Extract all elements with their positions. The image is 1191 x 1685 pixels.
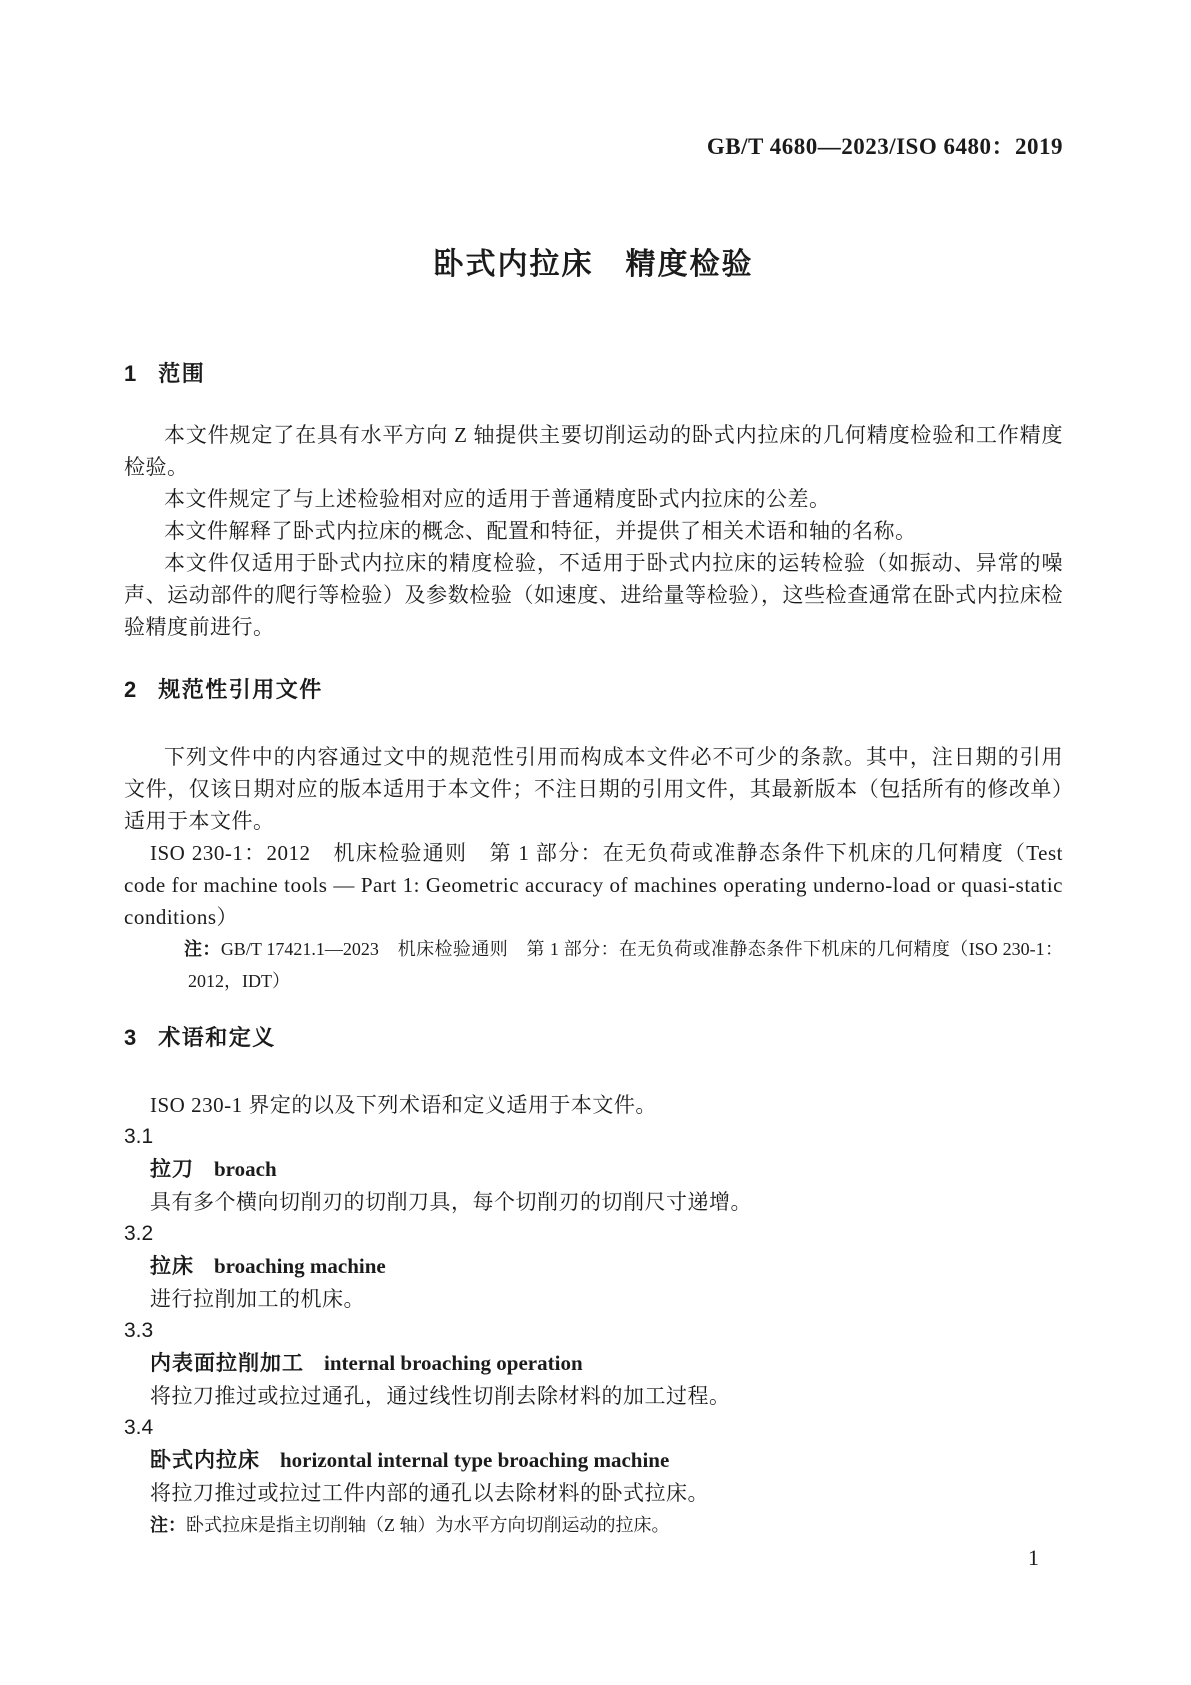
term-entry-3-2 xyxy=(124,1218,1063,1315)
scope-paragraph-4: 本文件仅适用于卧式内拉床的精度检验，不适用于卧式内拉床的运转检验（如振动、异常的噪声、运动部件的爬行等检验）及参数检验（如速度、进给量等检验），这些检查通常在卧式内拉床检验精度前进行。 xyxy=(124,551,1063,639)
references-note xyxy=(164,933,1063,997)
references-intro: 下列文件中的内容通过文中的规范性引用而构成本文件必不可少的条款。其中，注日期的引用文件，仅该日期对应的版本适用于本文件；不注日期的引用文件，其最新版本（包括所有的修改单）适用于本文件。 xyxy=(124,745,1063,833)
reference-entry: ISO 230-1：2012 机床检验通则 第 1 部分：在无负荷或准静态条件下机床的几何精度（Test code for machine tools — Part 1: Geometric accuracy of machines operating underno-load or quasi-static conditions） xyxy=(124,841,1063,929)
term-en: broaching machine xyxy=(214,1254,386,1278)
section-2-heading xyxy=(124,675,1063,705)
term-line xyxy=(124,1444,1063,1477)
term-line xyxy=(124,1153,1063,1186)
term-en: internal broaching operation xyxy=(324,1351,583,1375)
section-2-number: 2 xyxy=(124,677,137,702)
term-entry-3-1 xyxy=(124,1121,1063,1218)
term-number: 3.3 xyxy=(124,1319,154,1342)
section-3-title: 术语和定义 xyxy=(158,1025,276,1050)
term-en: broach xyxy=(214,1157,277,1181)
document-title: 卧式内拉床 精度检验 xyxy=(433,248,754,281)
term-definition: 进行拉削加工的机床。 xyxy=(150,1287,365,1311)
section-2-title: 规范性引用文件 xyxy=(158,677,323,702)
section-1-title: 范围 xyxy=(158,361,206,386)
scope-paragraph-3: 本文件解释了卧式内拉床的概念、配置和特征，并提供了相关术语和轴的名称。 xyxy=(164,519,917,543)
term-definition: 将拉刀推过或拉过通孔，通过线性切削去除材料的加工过程。 xyxy=(150,1384,731,1408)
page-number: 1 xyxy=(1028,1545,1039,1570)
terms-intro: ISO 230-1 界定的以及下列术语和定义适用于本文件。 xyxy=(150,1093,657,1117)
term-entry-3-3 xyxy=(124,1315,1063,1412)
section-1-heading xyxy=(124,359,1063,389)
term-zh: 拉刀 xyxy=(150,1158,194,1181)
note-text: GB/T 17421.1—2023 机床检验通则 第 1 部分：在无负荷或准静态条件下机床的几何精度（ISO 230-1：2012，IDT） xyxy=(188,939,1063,991)
term-definition: 将拉刀推过或拉过工件内部的通孔以去除材料的卧式拉床。 xyxy=(150,1481,709,1505)
term-zh: 卧式内拉床 xyxy=(150,1449,260,1472)
term-line xyxy=(124,1250,1063,1283)
term-zh: 内表面拉削加工 xyxy=(150,1352,304,1375)
term-number: 3.4 xyxy=(124,1416,154,1439)
term-zh: 拉床 xyxy=(150,1255,194,1278)
term-definition: 具有多个横向切削刃的切削刀具，每个切削刃的切削尺寸递增。 xyxy=(150,1190,752,1214)
scope-paragraph-1: 本文件规定了在具有水平方向 Z 轴提供主要切削运动的卧式内拉床的几何精度检验和工作精度检验。 xyxy=(124,423,1063,479)
section-3-heading xyxy=(124,1023,1063,1053)
term-entry-3-4 xyxy=(124,1412,1063,1541)
section-1-number: 1 xyxy=(124,361,137,386)
term-number: 3.2 xyxy=(124,1222,154,1245)
note-label: 注： xyxy=(150,1515,186,1535)
standard-number: GB/T 4680—2023/ISO 6480：2019 xyxy=(706,134,1063,159)
note-text: 卧式拉床是指主切削轴（Z 轴）为水平方向切削运动的拉床。 xyxy=(186,1515,670,1535)
note-label: 注： xyxy=(184,939,221,959)
scope-paragraph-2: 本文件规定了与上述检验相对应的适用于普通精度卧式内拉床的公差。 xyxy=(164,487,831,511)
term-en: horizontal internal type broaching machine xyxy=(280,1448,670,1472)
term-number: 3.1 xyxy=(124,1125,154,1148)
term-note xyxy=(124,1509,1063,1541)
section-3-number: 3 xyxy=(124,1025,137,1050)
term-line xyxy=(124,1347,1063,1380)
